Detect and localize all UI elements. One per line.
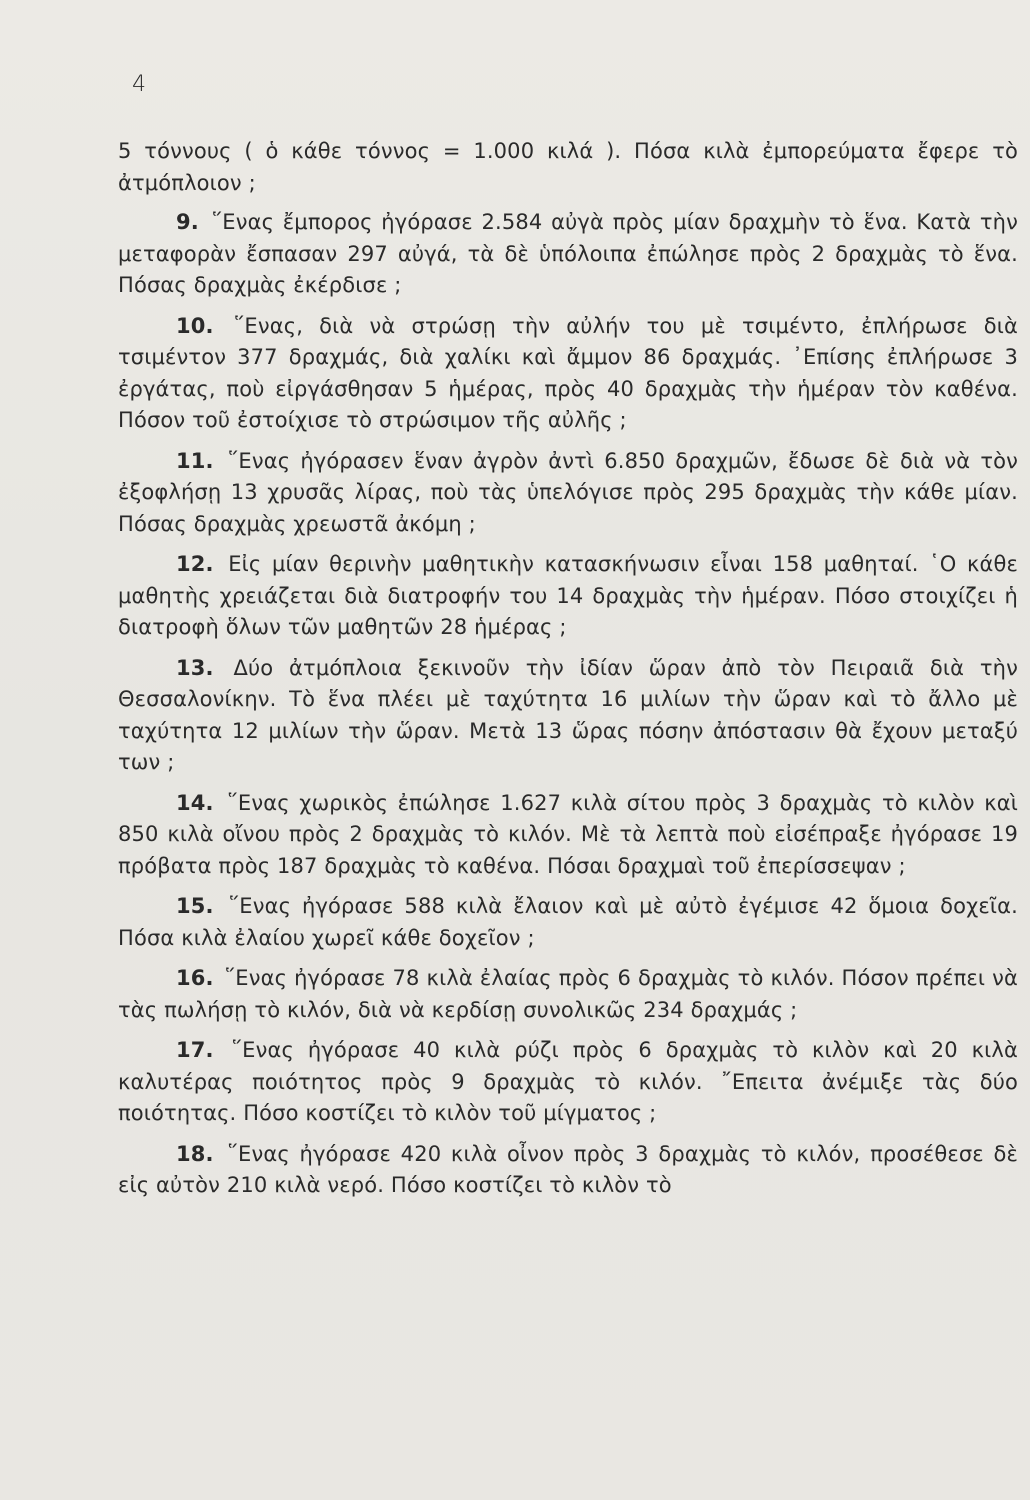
- problem-number: 13.: [176, 655, 214, 680]
- problem-12: [118, 549, 1018, 644]
- problem-number: 9.: [176, 210, 199, 234]
- problem-17: [118, 1035, 1018, 1130]
- problem-number: 14.: [176, 790, 214, 815]
- problem-number: 18.: [176, 1141, 214, 1166]
- problem-number: 17.: [176, 1038, 214, 1062]
- page-content: [118, 136, 1018, 1211]
- problem-18: [118, 1139, 1018, 1202]
- problem-text: ῞Ενας χωρικὸς ἐπώλησε 1.627 κιλὰ σίτου πρὸς 3 δραχμὰς τὸ κιλὸν καὶ 850 κιλὰ οἴνου πρὸς 2 δραχμὰς τὸ κιλόν. Μὲ τὰ λεπτὰ ποὺ εἰσέπραξε ἠγόρασε 19 πρόβατα πρὸς 187 δραχμὰς τὸ καθένα. Πόσαι δραχμαὶ τοῦ ἐπερίσσεψαν ;: [118, 790, 1018, 878]
- continued-problem-text: 5 τόννους ( ὁ κάθε τόννος = 1.000 κιλά ). Πόσα κιλὰ ἐμπορεύματα ἔφερε τὸ ἀτμόπλοιον ;: [118, 139, 1018, 195]
- problem-text: ῞Ενας ἠγόρασε 588 κιλὰ ἔλαιον καὶ μὲ αὐτὸ ἐγέμισε 42 ὅμοια δοχεῖα. Πόσα κιλὰ ἐλαίου χωρεῖ κάθε δοχεῖον ;: [118, 894, 1018, 950]
- problem-number: 10.: [176, 313, 214, 338]
- page-number: 4: [132, 72, 146, 97]
- problem-number: 15.: [176, 894, 214, 918]
- problem-11: [118, 446, 1018, 541]
- problem-9: [118, 207, 1018, 302]
- problem-text: ῞Ενας, διὰ νὰ στρώσῃ τὴν αὐλήν του μὲ τσιμέντο, ἐπλήρωσε διὰ τσιμέντον 377 δραχμάς, διὰ χαλίκι καὶ ἄμμον 86 δραχμάς. ᾿Επίσης ἐπλήρωσε 3 ἐργάτας, ποὺ εἰργάσθησαν 5 ἡμέρας, πρὸς 40 δραχμὰς τὴν ἡμέραν τὸν καθένα. Πόσον τοῦ ἐστοίχισε τὸ στρώσιμον τῆς αὐλῆς ;: [118, 313, 1018, 432]
- problem-15: [118, 891, 1018, 954]
- problem-text: ῞Ενας ἠγόρασε 78 κιλὰ ἐλαίας πρὸς 6 δραχμὰς τὸ κιλόν. Πόσον πρέπει νὰ τὰς πωλήσῃ τὸ κιλόν, διὰ νὰ κερδίσῃ συνολικῶς 234 δραχμάς ;: [118, 966, 1018, 1022]
- problem-number: 16.: [176, 966, 214, 990]
- problem-text: ῞Ενας ἠγόρασε 420 κιλὰ οἶνον πρὸς 3 δραχμὰς τὸ κιλόν, προσέθεσε δὲ εἰς αὐτὸν 210 κιλὰ νερό. Πόσο κοστίζει τὸ κιλὸν τὸ: [118, 1141, 1018, 1197]
- problem-text: Δύο ἀτμόπλοια ξεκινοῦν τὴν ἰδίαν ὥραν ἀπὸ τὸν Πειραιᾶ διὰ τὴν Θεσσαλονίκην. Τὸ ἕνα πλέει μὲ ταχύτητα 16 μιλίων τὴν ὥραν καὶ τὸ ἄλλο μὲ ταχύτητα 12 μιλίων τὴν ὥραν. Μετὰ 13 ὥρας πόσην ἀπόστασιν θὰ ἔχουν μεταξύ των ;: [118, 655, 1018, 774]
- problem-16: [118, 963, 1018, 1026]
- problem-13: [118, 653, 1018, 779]
- problem-text: ῞Ενας ἠγόρασεν ἕναν ἀγρὸν ἀντὶ 6.850 δραχμῶν, ἔδωσε δὲ διὰ νὰ τὸν ἐξοφλήσῃ 13 χρυσᾶς λίρας, ποὺ τὰς ὑπελόγισε πρὸς 295 δραχμὰς τὴν κάθε μίαν. Πόσας δραχμὰς χρεωστᾶ ἀκόμη ;: [118, 448, 1018, 536]
- problem-text: ῞Ενας ἠγόρασε 40 κιλὰ ρύζι πρὸς 6 δραχμὰς τὸ κιλὸν καὶ 20 κιλὰ καλυτέρας ποιότητος πρὸς 9 δραχμὰς τὸ κιλόν. ῎Επειτα ἀνέμιξε τὰς δύο ποιότητας. Πόσο κοστίζει τὸ κιλὸν τοῦ μίγματος ;: [118, 1038, 1018, 1125]
- problem-14: [118, 788, 1018, 883]
- problem-text: Εἰς μίαν θερινὴν μαθητικὴν κατασκήνωσιν εἶναι 158 μαθηταί. ῾Ο κάθε μαθητὴς χρειάζεται διὰ διατροφήν του 14 δραχμὰς τὴν ἡμέραν. Πόσο στοιχίζει ἡ διατροφὴ ὅλων τῶν μαθητῶν 28 ἡμέρας ;: [118, 552, 1019, 639]
- problem-10: [118, 311, 1018, 437]
- problem-text: ῞Ενας ἔμπορος ἠγόρασε 2.584 αὐγὰ πρὸς μίαν δραχμὴν τὸ ἕνα. Κατὰ τὴν μεταφορὰν ἔσπασαν 297 αὐγά, τὰ δὲ ὑπόλοιπα ἐπώλησε πρὸς 2 δραχμὰς τὸ ἕνα. Πόσας δραχμὰς ἐκέρδισε ;: [118, 210, 1019, 297]
- problem-number: 12.: [176, 552, 214, 576]
- problem-number: 11.: [176, 448, 214, 473]
